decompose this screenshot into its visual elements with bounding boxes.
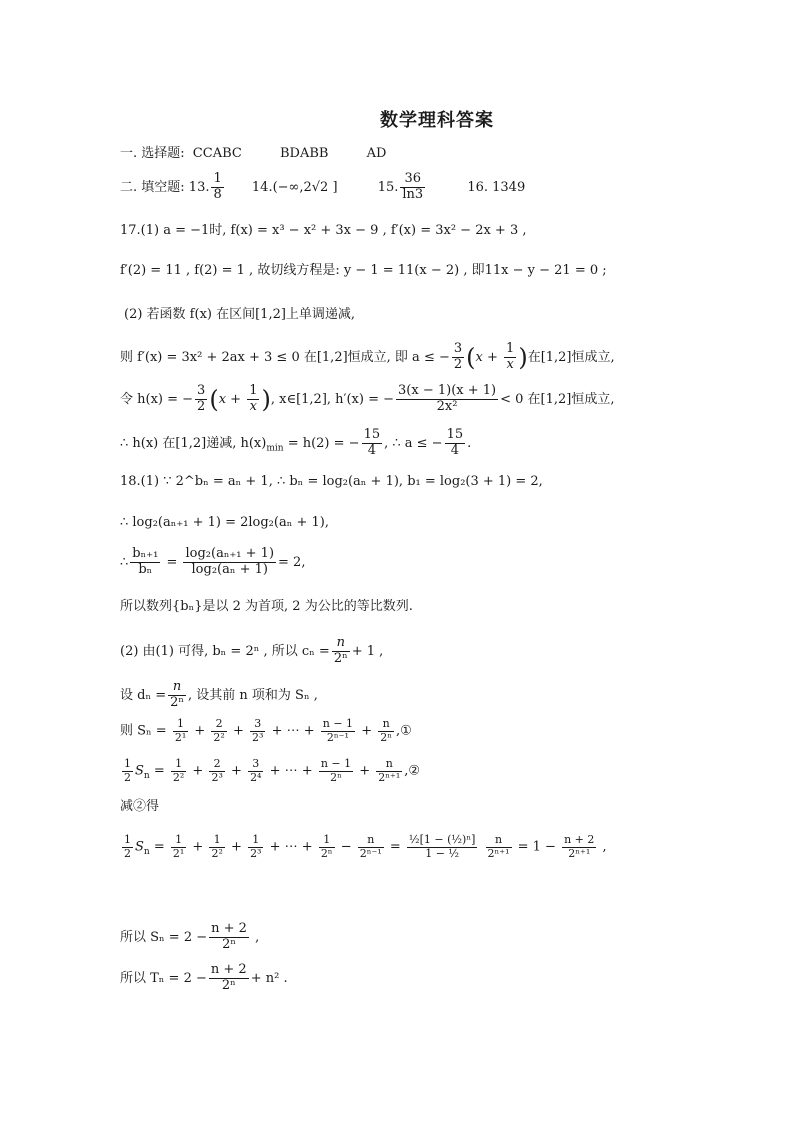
frac-num: n + 2 xyxy=(564,833,595,846)
q18-line-10: $\frac{1}{2}$ $S_n$ = $\frac{1}{\text{2¹}}$ + $\frac{1}{\text{2²}}$ + $\frac{1}{\text{2³}}$ + ⋯ + $\frac{1}{\text{2ⁿ}}$ − $\frac{n}{\text{2ⁿ⁻¹}}$ = $\frac{\text{½[1 − (½)ⁿ]}}{\text{1 − ½}}$ $\frac{n}{\text{2ⁿ⁺¹}}$ = 1 − $\frac{n + 2}{\text{2ⁿ⁺¹}}$ , xyxy=(124,833,607,860)
frac-num: 3 xyxy=(248,758,263,772)
q18-line-9: 减②得 xyxy=(120,799,160,814)
frac-1-x xyxy=(504,342,516,373)
frac-term xyxy=(171,834,186,860)
page-title: 数学理科答案 xyxy=(380,110,494,131)
section2-label: 二. 填空题: xyxy=(120,179,185,195)
q15-fraction xyxy=(400,172,425,203)
frac-den: 2³ xyxy=(252,730,264,744)
q13-num: 1 xyxy=(213,171,222,186)
frac-num: bₙ₊₁ xyxy=(132,546,159,561)
frac-3-2 xyxy=(452,342,464,373)
section1-label: 一. 选择题: xyxy=(120,146,185,161)
q18-line-7: 则 Sₙ = $\frac{1}{\text{2¹}}$ + $\frac{2}{\text{2²}}$ + $\frac{3}{\text{2³}}$ + ⋯ + $\frac{n - 1}{\text{2ⁿ⁻¹}}$ + $\frac{n}{\text{2ⁿ}}$ ,① xyxy=(120,717,412,744)
frac-den: 2ⁿ⁺¹ xyxy=(378,770,401,784)
frac-den: 2 xyxy=(124,846,131,860)
frac-term xyxy=(486,834,512,860)
frac-num: n + 2 xyxy=(210,962,247,977)
q14-answer: 14.(−∞,2√2 ] xyxy=(251,179,338,195)
frac-num: n xyxy=(168,680,186,696)
q18-l6-tail: , 设其前 n 项和为 Sₙ , xyxy=(188,687,318,703)
frac-n2-2n xyxy=(209,922,249,953)
frac-num: 1 xyxy=(248,834,263,848)
frac-term xyxy=(376,758,402,784)
q18-l5-tail: + 1 , xyxy=(351,643,384,659)
q18-line-3: ∴ $\frac{\text{bₙ₊₁}}{\text{bₙ}}$ = $\frac{\text{log₂(aₙ₊₁ + 1)}}{\text{log₂(aₙ + 1)}}$ = 2, xyxy=(120,546,306,577)
frac-term xyxy=(211,718,226,744)
frac-n-2n xyxy=(332,636,350,667)
frac-num: 1 xyxy=(173,718,188,732)
fill-answers xyxy=(120,172,525,203)
frac-num: 15 xyxy=(363,427,381,442)
frac-term xyxy=(209,834,224,860)
q17-l6-tail: . xyxy=(467,435,472,451)
q18-line-6 xyxy=(120,680,318,711)
frac-num: 3 xyxy=(197,383,206,398)
frac-den: 2¹ xyxy=(172,846,185,860)
frac-num: 1 xyxy=(506,341,515,356)
frac-den: 2⁴ xyxy=(250,770,262,784)
frac-num: 15 xyxy=(446,427,464,442)
choice-group-2: BDABB xyxy=(279,146,329,161)
q17-line-3: (2) 若函数 f(x) 在区间[1,2]上单调递减, xyxy=(124,307,356,322)
frac-term xyxy=(209,758,224,784)
q17-l5-mid: , x∈[1,2], h′(x) = − xyxy=(270,391,395,407)
q18-l12-text: 所以 Tₙ = 2 − xyxy=(120,970,207,986)
frac-den: 2ⁿ xyxy=(320,846,333,860)
min-subscript: min xyxy=(266,443,284,454)
frac-term xyxy=(248,834,263,860)
frac-den: 2 xyxy=(124,770,131,784)
frac-num: 2 xyxy=(211,718,226,732)
q18-line-8: $\frac{1}{2}$ $S_n$ = $\frac{1}{\text{2²}}$ + $\frac{2}{\text{2³}}$ + $\frac{3}{\text{2⁴}}$ + ⋯ + $\frac{n - 1}{\text{2ⁿ}}$ + $\frac{n}{\text{2ⁿ⁺¹}}$ ,② xyxy=(124,757,421,784)
frac-term xyxy=(358,834,384,860)
frac-den: 2ⁿ xyxy=(380,730,392,744)
frac-den: 2¹ xyxy=(174,730,187,744)
q18-l8-tail: ,② xyxy=(404,763,421,779)
frac-den: 2² xyxy=(211,846,223,860)
frac-num: 3 xyxy=(250,718,265,732)
q17-line-2: f′(2) = 11 , f(2) = 1 , 故切线方程是: y − 1 = 11(x − 2) , 即11x − y − 21 = 0 ; xyxy=(120,263,607,278)
frac-num: 3(x − 1)(x + 1) xyxy=(398,383,497,398)
frac-den: 2³ xyxy=(211,770,223,784)
frac-num: 1 xyxy=(319,834,335,848)
frac-den: x xyxy=(249,398,258,414)
q13-fraction xyxy=(211,172,223,203)
q17-line-4: 则 f′(x) = 3x² + 2ax + 3 ≤ 0 在[1,2]恒成立, 即 a ≤ − $\frac{3}{2}$ (x + $\frac{1}{x}$ )在[1,2]恒成立, xyxy=(120,341,615,372)
frac-3-2 xyxy=(195,384,207,415)
q18-line-5 xyxy=(120,636,383,667)
frac-den: 2ⁿ⁻¹ xyxy=(326,730,349,744)
frac-log-ratio xyxy=(183,547,276,578)
q18-line-12 xyxy=(120,963,288,994)
frac-term xyxy=(321,718,355,744)
frac-term xyxy=(319,758,353,784)
frac-den: 2ⁿ xyxy=(330,770,342,784)
frac-term xyxy=(173,718,188,744)
frac-n2-2n xyxy=(209,963,249,994)
frac-den: 2 xyxy=(197,398,206,414)
frac-den: 1 − ½ xyxy=(425,846,460,860)
frac-den: 2² xyxy=(213,730,225,744)
frac-num: 1 xyxy=(249,383,258,398)
q17-l5-text: 令 h(x) = − xyxy=(120,391,194,407)
frac-num: 1 xyxy=(171,834,186,848)
q15-den: ln3 xyxy=(402,186,424,202)
frac-den: 2ⁿ xyxy=(221,977,236,993)
frac-1-x xyxy=(247,384,259,415)
frac-num: n xyxy=(486,834,512,848)
frac-den: x xyxy=(506,356,514,372)
q13-number: 13. xyxy=(188,179,210,195)
frac-num: 2 xyxy=(209,758,224,772)
frac-den: 4 xyxy=(450,442,459,458)
frac-term xyxy=(171,758,186,784)
q17-l6-mid2: , ∴ a ≤ − xyxy=(384,435,443,451)
frac-num: 1 xyxy=(124,833,131,846)
choice-group-1: CCABC xyxy=(192,146,242,161)
frac-den: 2³ xyxy=(250,846,262,860)
choice-group-3: AD xyxy=(366,146,387,161)
frac-num: ½[1 − (½)ⁿ] xyxy=(408,833,476,846)
frac-den: 2ⁿ⁺¹ xyxy=(487,846,510,860)
q18-line-2: ∴ log₂(aₙ₊₁ + 1) = 2log₂(aₙ + 1), xyxy=(120,515,329,530)
q17-line-5: 令 h(x) = − $\frac{3}{2}$ (x + $\frac{1}{x}$ ), x∈[1,2], h′(x) = − $\frac{3(x - 1)(x + 1)}{\text{2x²}}$ < 0 在[1,2]恒成立, xyxy=(120,383,615,414)
q13-den: 8 xyxy=(213,186,222,202)
frac-num: n xyxy=(378,718,394,732)
frac-hprime xyxy=(396,384,498,415)
q17-l6-text: ∴ h(x) 在[1,2]递减, h(x) xyxy=(120,435,267,451)
frac-num: 3 xyxy=(453,341,463,356)
q17-line-6 xyxy=(120,428,471,459)
frac-geometric xyxy=(407,834,477,860)
frac-term xyxy=(562,834,596,860)
frac-den: 4 xyxy=(367,442,376,458)
frac-num: log₂(aₙ₊₁ + 1) xyxy=(185,546,275,561)
q18-line-4: 所以数列{bₙ}是以 2 为首项, 2 为公比的等比数列. xyxy=(120,599,413,614)
q18-line-11: 所以 Sₙ = 2 − $\frac{n + 2}{\text{2ⁿ}}$ , xyxy=(120,921,260,952)
q18-l7-text: 则 Sₙ = xyxy=(120,723,167,739)
frac-den: 2ⁿ xyxy=(333,650,348,666)
frac-num: n − 1 xyxy=(320,757,352,770)
frac-15-4 xyxy=(445,428,466,459)
q18-l6-text: 设 dₙ = xyxy=(120,687,167,703)
q18-line-1: 18.(1) ∵ 2^bₙ = aₙ + 1, ∴ bₙ = log₂(aₙ + 1), b₁ = log₂(3 + 1) = 2, xyxy=(120,474,543,489)
frac-term xyxy=(319,834,335,860)
q18-l5-text: (2) 由(1) 可得, bₙ = 2ⁿ , 所以 cₙ = xyxy=(120,643,330,659)
frac-num: 1 xyxy=(124,757,131,770)
q15-num: 36 xyxy=(400,172,425,188)
q18-l11-text: 所以 Sₙ = 2 − xyxy=(120,929,208,945)
q17-line-1: 17.(1) a = −1时, f(x) = x³ − x² + 3x − 9 , f′(x) = 3x² − 2x + 3 , xyxy=(120,223,527,238)
frac-den: 2ⁿ xyxy=(170,694,185,710)
frac-n-2n xyxy=(168,680,186,711)
frac-b-ratio xyxy=(130,547,160,578)
frac-term xyxy=(378,718,394,744)
frac-den: 2x² xyxy=(436,398,458,414)
q15-number: 15. xyxy=(377,179,399,195)
frac-den: 2ⁿ⁺¹ xyxy=(568,846,591,860)
frac-num: n xyxy=(332,636,350,652)
frac-den: 2 xyxy=(453,356,463,372)
frac-num: n xyxy=(358,834,384,848)
frac-den: 2² xyxy=(172,770,185,784)
frac-half xyxy=(122,758,133,784)
q17-l5-tail: < 0 在[1,2]恒成立, xyxy=(500,391,615,407)
frac-den: 2ⁿ xyxy=(222,936,236,952)
frac-num: 1 xyxy=(209,834,224,848)
choice-answers xyxy=(120,147,386,160)
frac-term xyxy=(250,718,265,744)
frac-den: bₙ xyxy=(138,561,153,577)
q18-l7-tail: ,① xyxy=(396,723,412,739)
q17-l6-mid: = h(2) = − xyxy=(287,435,360,451)
frac-den: 2ⁿ⁻¹ xyxy=(359,846,382,860)
q18-l3-tail: = 2, xyxy=(278,554,306,570)
frac-num: n − 1 xyxy=(322,717,354,730)
frac-term xyxy=(248,758,263,784)
frac-15-4 xyxy=(362,428,383,459)
q16-answer: 16. 1349 xyxy=(467,179,526,195)
frac-den: log₂(aₙ + 1) xyxy=(191,561,268,577)
frac-num: n xyxy=(376,758,402,772)
frac-num: n + 2 xyxy=(211,921,247,936)
q17-l4-tail: 在[1,2]恒成立, xyxy=(527,349,615,365)
frac-num: 1 xyxy=(171,758,186,772)
frac-half xyxy=(122,834,133,860)
q17-l4-text: 则 f′(x) = 3x² + 2ax + 3 ≤ 0 在[1,2]恒成立, 即 a ≤ − xyxy=(120,349,450,365)
q18-l12-tail: + n² . xyxy=(250,970,288,986)
